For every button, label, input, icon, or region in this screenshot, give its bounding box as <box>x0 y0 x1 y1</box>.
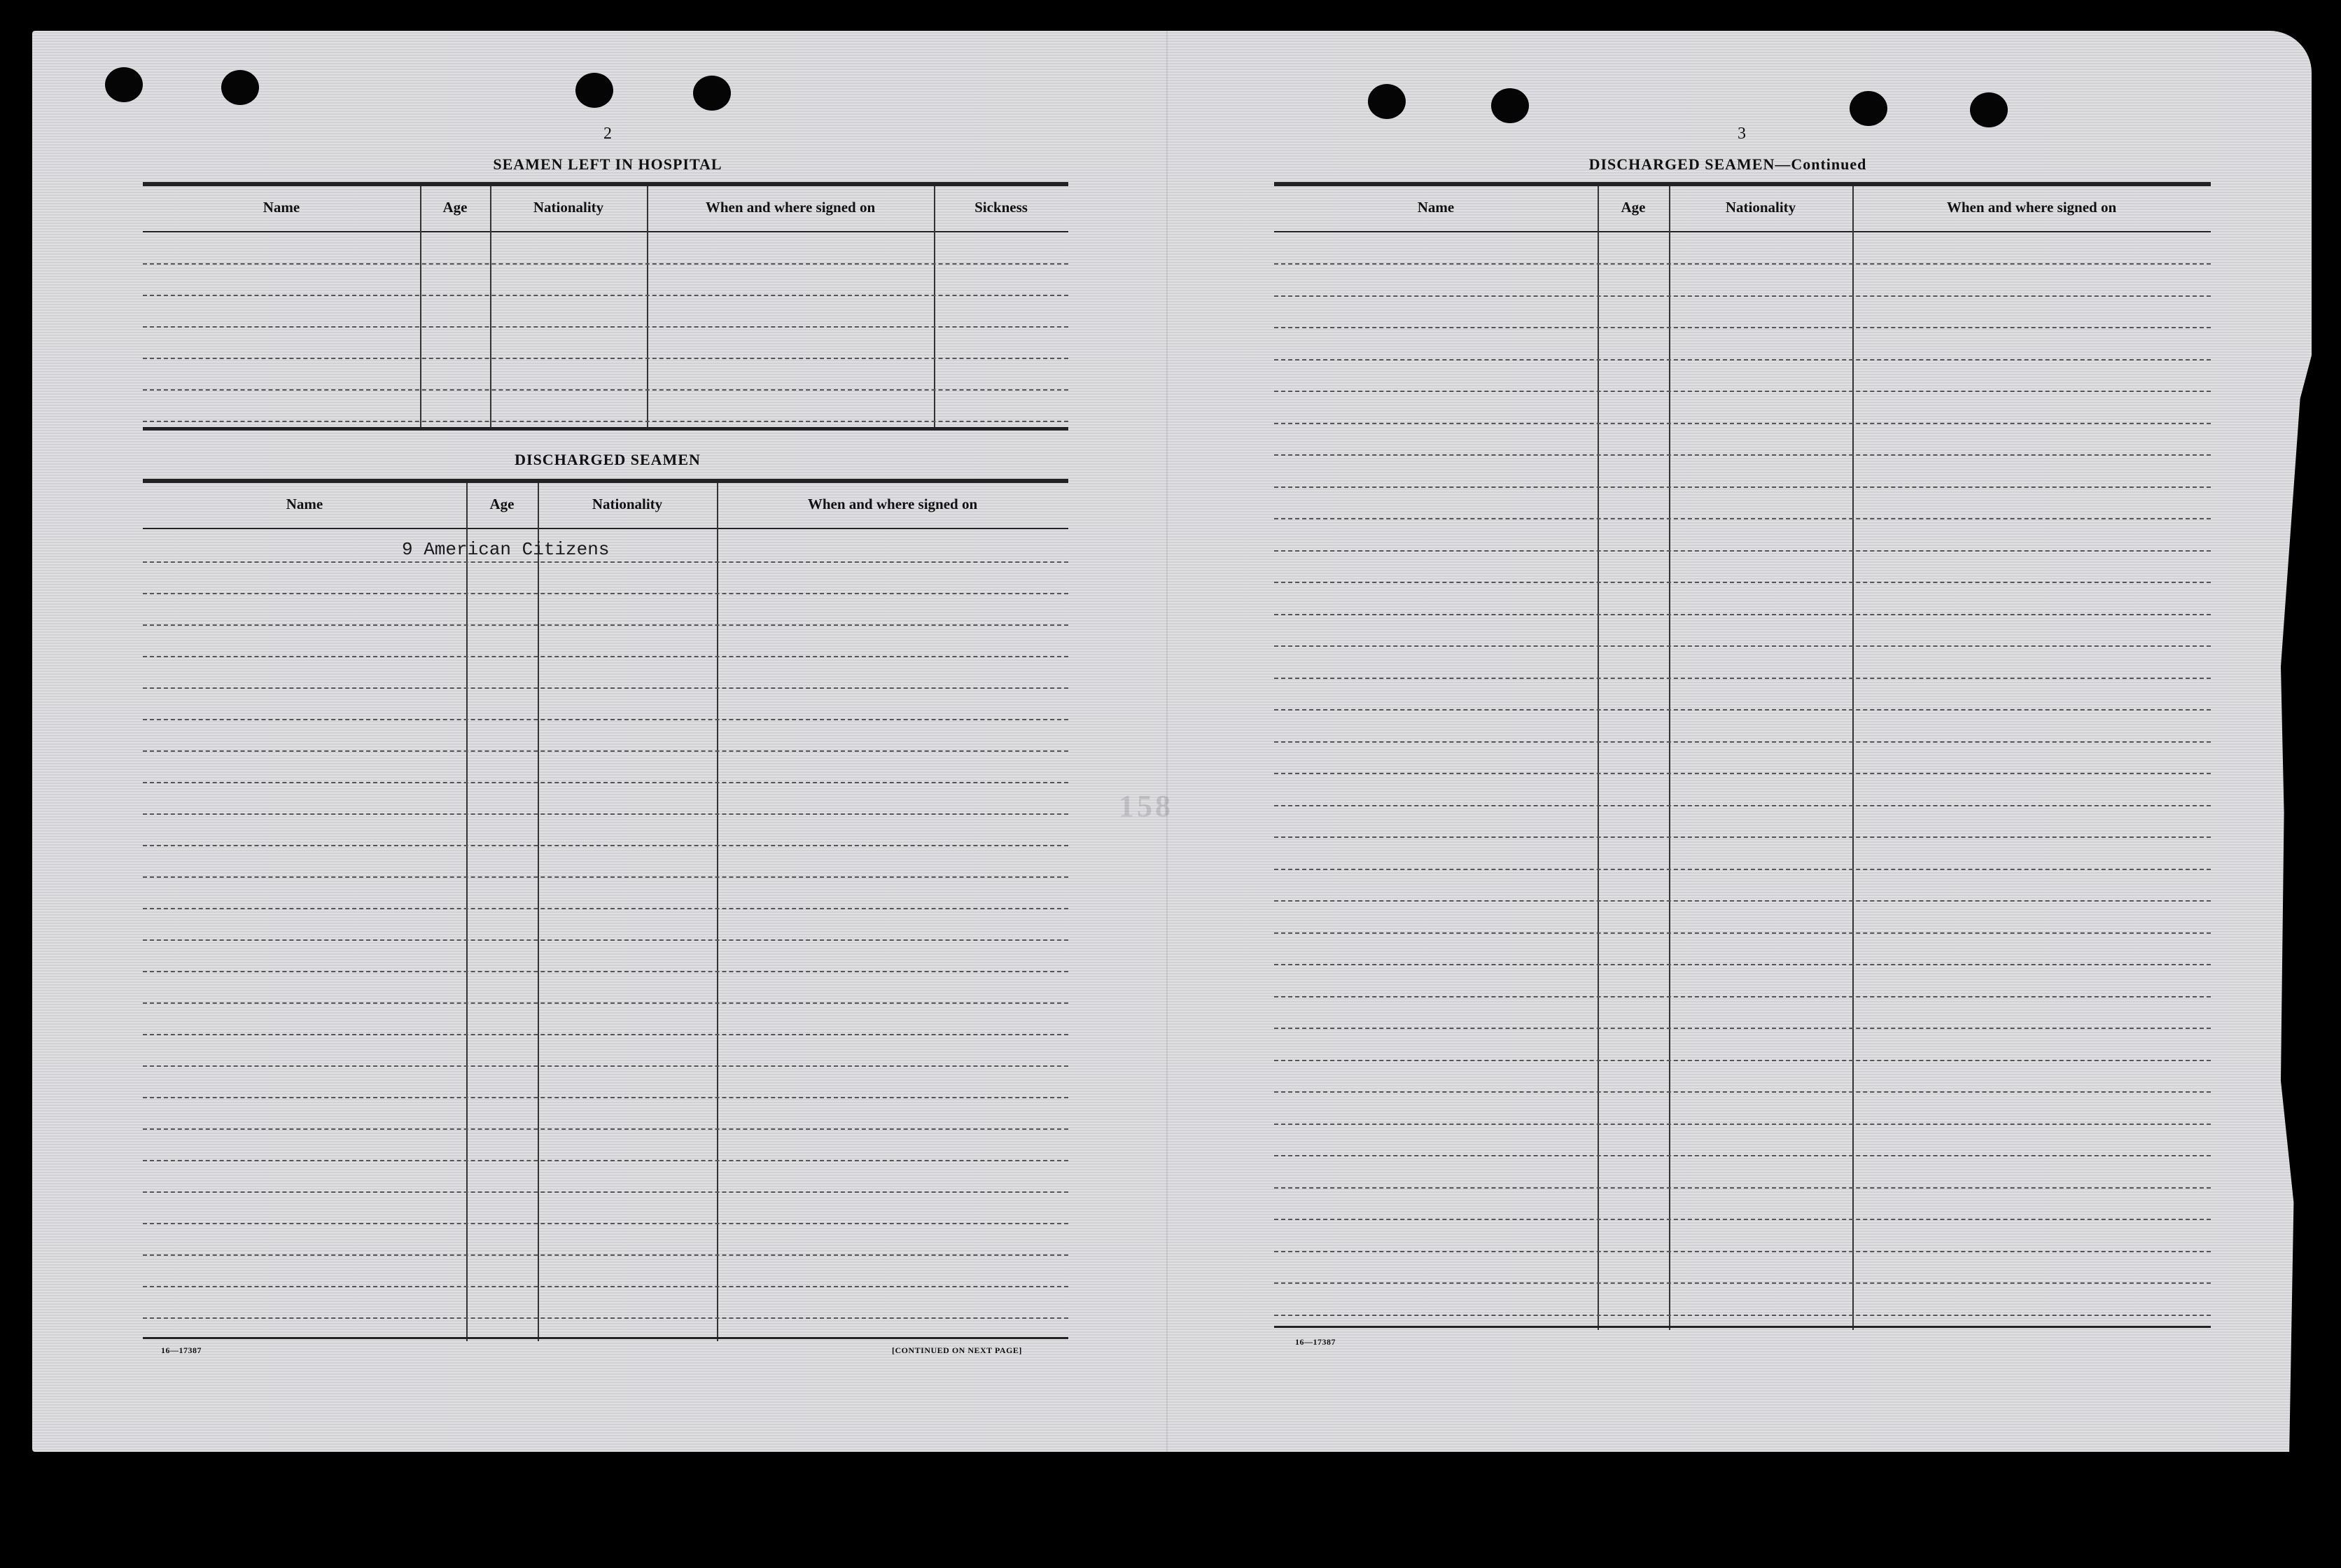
ruled-line <box>143 813 1068 815</box>
ruled-line <box>1274 391 2211 392</box>
ruled-line <box>1274 645 2211 647</box>
ruled-line <box>1274 805 2211 806</box>
ruled-line <box>143 1128 1068 1130</box>
ruled-line <box>143 876 1068 878</box>
ruled-line <box>1274 1187 2211 1189</box>
ruled-line <box>1274 1060 2211 1061</box>
ruled-line <box>143 687 1068 689</box>
ruled-line <box>1274 486 2211 488</box>
faint-stamp: 158 <box>1119 789 1173 823</box>
punch-hole <box>1970 92 2008 127</box>
ruled-line <box>143 326 1068 328</box>
ruled-line <box>143 1286 1068 1287</box>
ruled-line <box>1274 900 2211 902</box>
ruled-line <box>143 1097 1068 1098</box>
punch-hole <box>693 76 731 111</box>
ruled-line <box>1274 295 2211 297</box>
page-number-left: 2 <box>603 125 612 143</box>
page-number-right: 3 <box>1738 125 1746 143</box>
ruled-line <box>143 750 1068 752</box>
ruled-line <box>143 1065 1068 1067</box>
ruled-line <box>1274 359 2211 360</box>
ruled-line <box>143 421 1068 422</box>
ruled-line <box>1274 678 2211 679</box>
ruled-line <box>1274 1028 2211 1029</box>
ruled-line <box>1274 1124 2211 1125</box>
ruled-line <box>1274 1251 2211 1252</box>
discharged-table <box>143 479 1068 1341</box>
punch-hole <box>105 67 143 102</box>
ruled-line <box>143 561 1068 563</box>
col-header-signed-on: When and where signed on <box>1946 199 2117 216</box>
col-header-signed-on: When and where signed on <box>705 199 876 216</box>
ruled-line <box>143 358 1068 359</box>
ruled-line <box>143 624 1068 626</box>
hospital-table <box>143 182 1068 434</box>
right-page-title: DISCHARGED SEAMEN—Continued <box>1588 155 1867 173</box>
ruled-line <box>143 1191 1068 1193</box>
col-header-nationality: Nationality <box>533 199 604 216</box>
ruled-line <box>143 971 1068 972</box>
col-header-sickness: Sickness <box>974 199 1028 216</box>
punch-hole <box>1368 84 1406 119</box>
ruled-line <box>143 389 1068 391</box>
ruled-line <box>143 939 1068 941</box>
ruled-line <box>143 263 1068 265</box>
ruled-line <box>1274 263 2211 265</box>
col-header-name: Name <box>286 496 323 512</box>
ruled-line <box>143 908 1068 909</box>
punch-hole <box>575 73 613 108</box>
ruled-line <box>143 1223 1068 1224</box>
ruled-line <box>1274 1155 2211 1156</box>
col-header-age: Age <box>1621 199 1646 216</box>
punch-hole <box>221 70 259 105</box>
ruled-line <box>1274 1315 2211 1316</box>
ruled-line <box>1274 996 2211 997</box>
ruled-line <box>143 1034 1068 1035</box>
ruled-line <box>143 593 1068 594</box>
ruled-line <box>1274 454 2211 456</box>
form-number-left: 16—17387 <box>161 1345 202 1355</box>
discharged-continued-table <box>1274 182 2211 1330</box>
typed-entry: 9 American Citizens <box>402 539 610 560</box>
col-header-signed-on: When and where signed on <box>807 496 978 512</box>
ruled-line <box>1274 932 2211 934</box>
ruled-line <box>1274 518 2211 519</box>
ruled-line <box>1274 741 2211 743</box>
ruled-line <box>1274 614 2211 615</box>
ruled-line <box>143 719 1068 720</box>
continued-note: [CONTINUED ON NEXT PAGE] <box>892 1345 1022 1355</box>
form-number-right: 16—17387 <box>1295 1337 1336 1347</box>
ruled-line <box>1274 1219 2211 1220</box>
col-header-age: Age <box>442 199 468 216</box>
ruled-line <box>1274 836 2211 838</box>
ruled-line <box>1274 709 2211 710</box>
col-header-name: Name <box>1417 199 1455 216</box>
discharged-section-title: DISCHARGED SEAMEN <box>515 451 701 468</box>
col-header-age: Age <box>489 496 515 512</box>
ruled-line <box>143 1317 1068 1319</box>
ruled-line <box>143 295 1068 296</box>
col-header-nationality: Nationality <box>1725 199 1796 216</box>
ruled-line <box>1274 1282 2211 1284</box>
ruled-line <box>143 1002 1068 1004</box>
ruled-line <box>143 845 1068 846</box>
punch-hole <box>1491 88 1529 123</box>
hospital-section-title: SEAMEN LEFT IN HOSPITAL <box>493 155 722 173</box>
col-header-name: Name <box>263 199 300 216</box>
ruled-line <box>143 1254 1068 1256</box>
ruled-line <box>1274 327 2211 328</box>
ruled-line <box>1274 773 2211 774</box>
ruled-line <box>1274 582 2211 583</box>
col-header-nationality: Nationality <box>592 496 663 512</box>
punch-hole <box>1850 91 1887 126</box>
ruled-line <box>1274 964 2211 965</box>
ruled-line <box>1274 423 2211 424</box>
ruled-line <box>143 782 1068 783</box>
ruled-line <box>1274 550 2211 552</box>
ruled-line <box>1274 1091 2211 1093</box>
ruled-line <box>143 656 1068 657</box>
center-fold <box>1166 31 1168 1452</box>
ruled-line <box>1274 869 2211 870</box>
ruled-line <box>143 1160 1068 1161</box>
